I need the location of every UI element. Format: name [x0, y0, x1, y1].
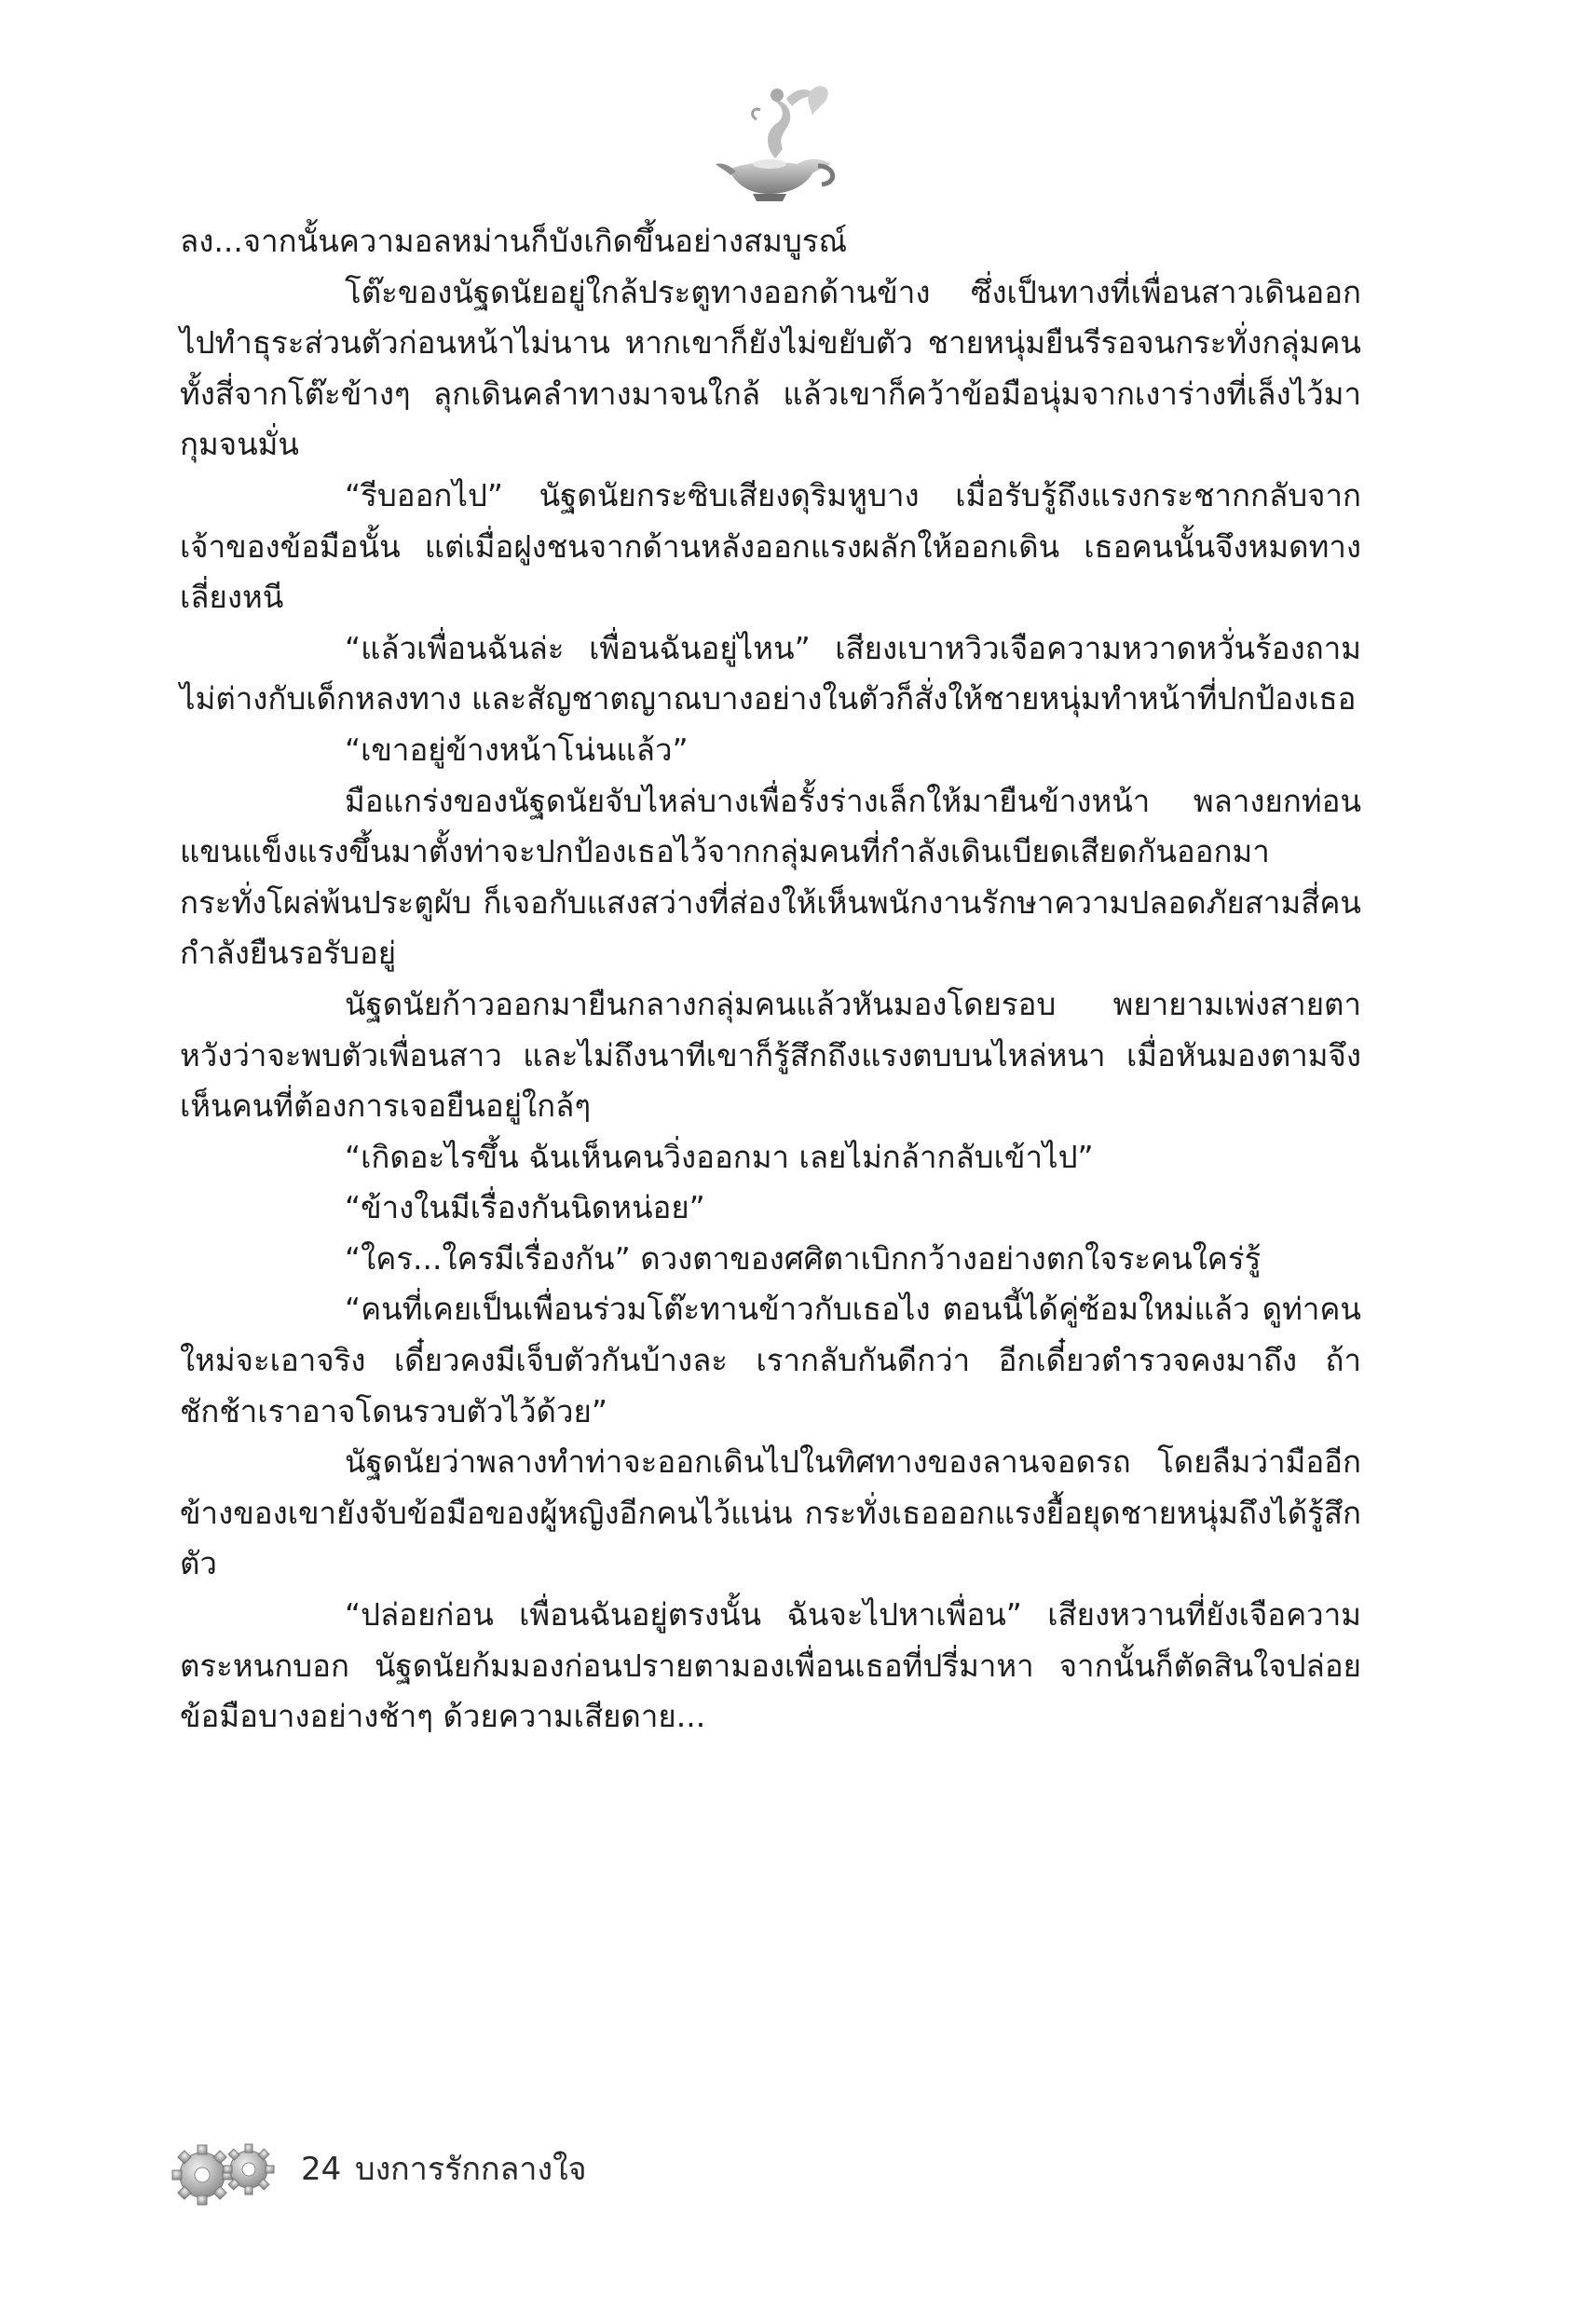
- chapter-body: [180, 216, 1361, 1743]
- paragraph: “เกิดอะไรขึ้น ฉันเห็นคนวิ่งออกมา เลยไม่กล้ากลับเข้าไป”: [345, 1138, 1094, 1175]
- gears-icon: [171, 2134, 282, 2208]
- paragraph: นัฐดนัยว่าพลางทำท่าจะออกเดินไปในทิศทางของลานจอดรถ โดยลืมว่ามืออีกข้างของเขายังจับข้อมือของผู้หญิงอีกคนไว้แน่น กระทั่งเธอออกแรงยื้อยุดชายหนุ่มถึงได้รู้สึกตัว: [180, 1443, 1361, 1582]
- paragraph: “เขาอยู่ข้างหน้าโน่นแล้ว”: [345, 731, 689, 768]
- paragraph: ลง...จากนั้นความอลหม่านก็บังเกิดขึ้นอย่างสมบูรณ์: [180, 223, 848, 259]
- page-footer: [171, 2134, 823, 2208]
- paragraph: มือแกร่งของนัฐดนัยจับไหล่บางเพื่อรั้งร่างเล็กให้มายืนข้างหน้า พลางยกท่อนแขนแข็งแรงขึ้นมาตั้งท่าจะปกป้องเธอไว้จากกลุ่มคนที่กำลังเดินเบียดเสียดกันออกมา กระทั่งโผล่พ้นประตูผับ ก็เจอกับแสงสว่างที่ส่องให้เห็นพนักงานรักษาความปลอดภัยสามสี่คนกำลังยืนรอรับอยู่: [180, 782, 1361, 972]
- paragraph: โต๊ะของนัฐดนัยอยู่ใกล้ประตูทางออกด้านข้าง ซึ่งเป็นทางที่เพื่อนสาวเดินออกไปทำธุระส่วนตัวก่อนหน้าไม่นาน หากเขาก็ยังไม่ขยับตัว ชายหนุ่มยืนรีรอจนกระทั่งกลุ่มคนทั้งสี่จากโต๊ะข้างๆ ลุกเดินคลำทางมาจนใกล้ แล้วเขาก็คว้าข้อมือนุ่มจากเงาร่างที่เล็งไว้มากุมจนมั่น: [180, 273, 1361, 463]
- paragraph: “ใคร...ใครมีเรื่องกัน” ดวงตาของศศิตาเบิกกว้างอย่างตกใจระคนใคร่รู้: [345, 1239, 1262, 1277]
- paragraph: “ข้างในมีเรื่องกันนิดหน่อย”: [345, 1189, 705, 1226]
- paragraph: “ปล่อยก่อน เพื่อนฉันอยู่ตรงนั้น ฉันจะไปหาเพื่อน” เสียงหวานที่ยังเจือความตระหนกบอก นัฐดนัยก้มมองก่อนปรายตามองเพื่อนเธอที่ปรี่มาหา จากนั้นก็ตัดสินใจปล่อยข้อมือบางอย่างช้าๆ ด้วยความเสียดาย...: [180, 1596, 1361, 1735]
- paragraph: “รีบออกไป” นัฐดนัยกระซิบเสียงดุริมหูบาง เมื่อรับรู้ถึงแรงกระชากกลับจากเจ้าของข้อมือนั้น แต่เมื่อฝูงชนจากด้านหลังออกแรงผลักให้ออกเดิน เธอคนนั้นจึงหมดทางเลี่ยงหนี: [180, 476, 1361, 616]
- magic-lamp-icon: [708, 73, 848, 212]
- page-number: 24: [301, 2151, 342, 2188]
- paragraph: “แล้วเพื่อนฉันล่ะ เพื่อนฉันอยู่ไหน” เสียงเบาหวิวเจือความหวาดหวั่นร้องถามไม่ต่างกับเด็กหลงทาง และสัญชาตญาณบางอย่างในตัวก็สั่งให้ชายหนุ่มทำหน้าที่ปกป้องเธอ: [180, 629, 1361, 718]
- paragraph: “คนที่เคยเป็นเพื่อนร่วมโต๊ะทานข้าวกับเธอไง ตอนนี้ได้คู่ซ้อมใหม่แล้ว ดูท่าคนใหม่จะเอาจริง เดี๋ยวคงมีเจ็บตัวกันบ้างละ เรากลับกันดีกว่า อีกเดี๋ยวตำรวจคงมาถึง ถ้าชักช้าเราอาจโดนรวบตัวไว้ด้วย”: [180, 1291, 1361, 1429]
- book-title: บงการรักกลางใจ: [355, 2151, 587, 2188]
- paragraph: นัฐดนัยก้าวออกมายืนกลางกลุ่มคนแล้วหันมองโดยรอบ พยายามเพ่งสายตาหวังว่าจะพบตัวเพื่อนสาว และไม่ถึงนาทีเขาก็รู้สึกถึงแรงตบบนไหล่หนา เมื่อหันมองตามจึงเห็นคนที่ต้องการเจอยืนอยู่ใกล้ๆ: [180, 985, 1361, 1125]
